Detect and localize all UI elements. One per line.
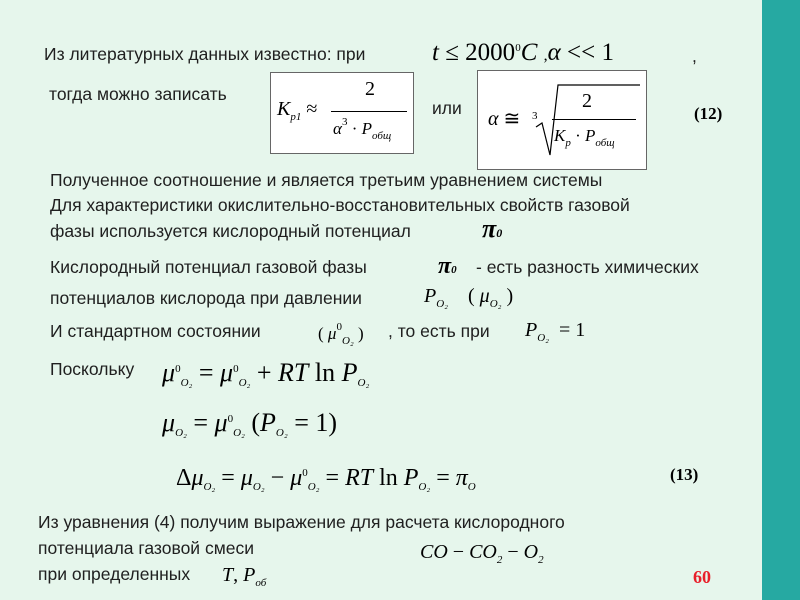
fraction-bar: [331, 111, 407, 112]
alpha-fraction-bar: [552, 119, 636, 120]
or-text: или: [432, 98, 462, 118]
intro-text: Из литературных данных известно: при: [44, 44, 366, 64]
equation-a: $\mu^0_{O_2} = \mu^0_{O_2}$ + RT $\ln P_{O_2}$: [162, 358, 370, 389]
standard-mu-formula: ( $\mu^0_{O_2}$ ): [318, 321, 364, 347]
cube-root-index: 3: [532, 110, 538, 122]
temperature-condition-formula: $t \le 2000^0C$ ,α << 1: [432, 39, 614, 66]
pi0-inline-symbol: π0: [438, 253, 457, 279]
paragraph3-text: И стандартном состоянии: [50, 321, 261, 341]
equation-b: $\mu_{O_2} = \mu^0_{O_2}$ $(P_{O_2} = 1)$: [162, 408, 338, 439]
paragraph4-text: Поскольку: [50, 359, 135, 379]
paragraph5-line2: потенциала газовой смеси: [38, 538, 254, 558]
pi0-symbol: π0: [482, 214, 503, 243]
kp-denominator: $\alpha^3 \cdot P_{общ}$: [333, 116, 392, 142]
pressure-mu-formula: $P_{O_2}$ ( $\mu_{O_2}$ ): [424, 285, 514, 310]
kp-formula-box: [270, 72, 414, 154]
alpha-formula-box: [477, 70, 647, 170]
comma-text: ,: [692, 46, 697, 66]
paragraph1-line2: Для характеристики окислительно-восстановительных свойств газовой: [50, 195, 630, 215]
equation-number-13: (13): [670, 465, 699, 484]
alpha-denominator: $K_p \cdot P_{общ}$: [554, 126, 615, 149]
paragraph5-line3: при определенных: [38, 564, 191, 584]
equation-number-12: (12): [694, 104, 723, 123]
gas-mixture-formula: CO − $CO_2 - O_2$: [420, 541, 544, 566]
paragraph3-text2: , то есть при: [388, 321, 490, 341]
paragraph2-line1a: Кислородный потенциал газовой фазы: [50, 257, 367, 277]
paragraph2-line2: потенциалов кислорода при давлении: [50, 288, 362, 308]
paragraph5-line1: Из уравнения (4) получим выражение для расчета кислородного: [38, 512, 565, 532]
kp-label: $K_{p1}$ ≈: [277, 98, 318, 123]
page-number: 60: [693, 567, 711, 587]
paragraph1-line3: фазы используется кислородный потенциал: [50, 221, 411, 241]
then-write-text: тогда можно записать: [49, 84, 227, 104]
paragraph2-line1b: - есть разность химических: [476, 257, 699, 277]
kp-numerator: 2: [365, 78, 375, 100]
decorative-side-stripe: [762, 0, 800, 600]
paragraph1-line1: Полученное соотношение и является третьим уравнением системы: [50, 170, 603, 190]
alpha-numerator: 2: [582, 90, 592, 112]
equation-c: $\Delta\mu_{O_2} = \mu_{O_2} - \mu^0_{O_2}$ = RT $\ln P_{O_2} = \pi_O$: [176, 465, 476, 493]
alpha-label: α ≅: [488, 108, 521, 130]
temperature-pressure-formula: T, $P_{об}$: [222, 564, 267, 589]
pressure-equals-one: $P_{O_2} = 1$: [525, 319, 586, 344]
